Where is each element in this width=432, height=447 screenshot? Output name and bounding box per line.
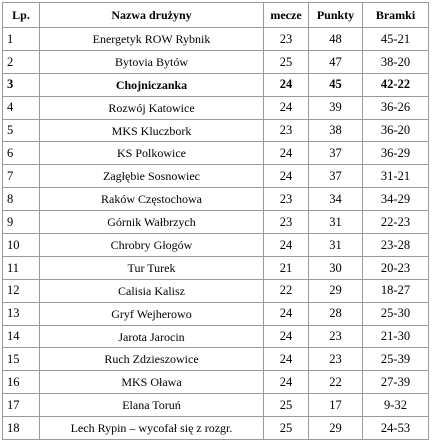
cell-points: 29 bbox=[309, 279, 363, 302]
cell-points: 22 bbox=[309, 371, 363, 394]
cell-team-name: Chojniczanka bbox=[40, 73, 264, 96]
cell-lp: 10 bbox=[3, 234, 40, 257]
cell-team-name: MKS Kluczbork bbox=[40, 119, 264, 142]
cell-matches: 24 bbox=[264, 371, 309, 394]
cell-goals: 22-23 bbox=[363, 211, 429, 234]
cell-lp: 8 bbox=[3, 188, 40, 211]
cell-lp: 15 bbox=[3, 348, 40, 371]
cell-points: 28 bbox=[309, 302, 363, 325]
table-row bbox=[3, 256, 429, 279]
cell-points: 29 bbox=[309, 417, 363, 440]
cell-matches: 25 bbox=[264, 394, 309, 417]
table-row bbox=[3, 188, 429, 211]
cell-matches: 23 bbox=[264, 211, 309, 234]
table-row bbox=[3, 234, 429, 257]
cell-lp: 17 bbox=[3, 394, 40, 417]
cell-team-name: MKS Oława bbox=[40, 371, 264, 394]
table-header-row bbox=[3, 3, 429, 28]
cell-matches: 24 bbox=[264, 73, 309, 96]
table-row bbox=[3, 73, 429, 96]
header-matches: mecze bbox=[264, 3, 309, 28]
table-row bbox=[3, 142, 429, 165]
cell-matches: 24 bbox=[264, 234, 309, 257]
cell-team-name: Lech Rypin – wycofał się z rozgr. bbox=[40, 417, 264, 440]
cell-points: 47 bbox=[309, 50, 363, 73]
table-row bbox=[3, 211, 429, 234]
cell-goals: 21-30 bbox=[363, 325, 429, 348]
header-lp: Lp. bbox=[3, 3, 40, 28]
cell-team-name: Raków Częstochowa bbox=[40, 188, 264, 211]
cell-lp: 5 bbox=[3, 119, 40, 142]
table-row bbox=[3, 394, 429, 417]
cell-matches: 24 bbox=[264, 165, 309, 188]
table-body bbox=[3, 28, 429, 440]
cell-lp: 11 bbox=[3, 256, 40, 279]
standings-table bbox=[2, 2, 429, 440]
cell-matches: 21 bbox=[264, 256, 309, 279]
cell-team-name: Zagłębie Sosnowiec bbox=[40, 165, 264, 188]
cell-lp: 2 bbox=[3, 50, 40, 73]
cell-goals: 36-29 bbox=[363, 142, 429, 165]
cell-team-name: Rozwój Katowice bbox=[40, 96, 264, 119]
cell-points: 30 bbox=[309, 256, 363, 279]
cell-points: 17 bbox=[309, 394, 363, 417]
cell-points: 37 bbox=[309, 142, 363, 165]
cell-lp: 7 bbox=[3, 165, 40, 188]
cell-team-name: Ruch Zdzieszowice bbox=[40, 348, 264, 371]
header-goals: Bramki bbox=[363, 3, 429, 28]
cell-points: 45 bbox=[309, 73, 363, 96]
cell-matches: 23 bbox=[264, 28, 309, 51]
table-row bbox=[3, 325, 429, 348]
table-row bbox=[3, 119, 429, 142]
cell-points: 23 bbox=[309, 348, 363, 371]
cell-points: 39 bbox=[309, 96, 363, 119]
cell-points: 37 bbox=[309, 165, 363, 188]
cell-points: 23 bbox=[309, 325, 363, 348]
cell-team-name: Energetyk ROW Rybnik bbox=[40, 28, 264, 51]
cell-team-name: Chrobry Głogów bbox=[40, 234, 264, 257]
cell-matches: 24 bbox=[264, 325, 309, 348]
table-row bbox=[3, 165, 429, 188]
cell-goals: 36-20 bbox=[363, 119, 429, 142]
cell-team-name: Tur Turek bbox=[40, 256, 264, 279]
table-row bbox=[3, 371, 429, 394]
cell-goals: 23-28 bbox=[363, 234, 429, 257]
cell-matches: 24 bbox=[264, 96, 309, 119]
cell-matches: 24 bbox=[264, 348, 309, 371]
cell-points: 48 bbox=[309, 28, 363, 51]
cell-goals: 36-26 bbox=[363, 96, 429, 119]
table-row bbox=[3, 50, 429, 73]
cell-goals: 9-32 bbox=[363, 394, 429, 417]
cell-team-name: Górnik Wałbrzych bbox=[40, 211, 264, 234]
cell-matches: 25 bbox=[264, 417, 309, 440]
cell-goals: 38-20 bbox=[363, 50, 429, 73]
table-row bbox=[3, 96, 429, 119]
cell-lp: 4 bbox=[3, 96, 40, 119]
cell-matches: 23 bbox=[264, 119, 309, 142]
cell-lp: 6 bbox=[3, 142, 40, 165]
cell-goals: 18-27 bbox=[363, 279, 429, 302]
cell-team-name: Calisia Kalisz bbox=[40, 279, 264, 302]
cell-lp: 13 bbox=[3, 302, 40, 325]
cell-matches: 22 bbox=[264, 279, 309, 302]
cell-lp: 1 bbox=[3, 28, 40, 51]
cell-team-name: Jarota Jarocin bbox=[40, 325, 264, 348]
table-row bbox=[3, 28, 429, 51]
cell-team-name: Bytovia Bytów bbox=[40, 50, 264, 73]
cell-points: 31 bbox=[309, 211, 363, 234]
cell-goals: 27-39 bbox=[363, 371, 429, 394]
table-row bbox=[3, 348, 429, 371]
cell-lp: 14 bbox=[3, 325, 40, 348]
cell-goals: 25-39 bbox=[363, 348, 429, 371]
table-row bbox=[3, 417, 429, 440]
cell-goals: 24-53 bbox=[363, 417, 429, 440]
cell-matches: 24 bbox=[264, 302, 309, 325]
cell-goals: 31-21 bbox=[363, 165, 429, 188]
cell-team-name: Elana Toruń bbox=[40, 394, 264, 417]
cell-team-name: Gryf Wejherowo bbox=[40, 302, 264, 325]
cell-lp: 12 bbox=[3, 279, 40, 302]
cell-team-name: KS Polkowice bbox=[40, 142, 264, 165]
cell-lp: 16 bbox=[3, 371, 40, 394]
header-team-name: Nazwa drużyny bbox=[40, 3, 264, 28]
cell-points: 31 bbox=[309, 234, 363, 257]
cell-goals: 25-30 bbox=[363, 302, 429, 325]
cell-points: 34 bbox=[309, 188, 363, 211]
table-row bbox=[3, 279, 429, 302]
table-row bbox=[3, 302, 429, 325]
cell-lp: 9 bbox=[3, 211, 40, 234]
cell-goals: 20-23 bbox=[363, 256, 429, 279]
cell-goals: 34-29 bbox=[363, 188, 429, 211]
cell-matches: 23 bbox=[264, 188, 309, 211]
header-points: Punkty bbox=[309, 3, 363, 28]
cell-points: 38 bbox=[309, 119, 363, 142]
cell-lp: 3 bbox=[3, 73, 40, 96]
cell-goals: 45-21 bbox=[363, 28, 429, 51]
cell-goals: 42-22 bbox=[363, 73, 429, 96]
cell-lp: 18 bbox=[3, 417, 40, 440]
cell-matches: 24 bbox=[264, 142, 309, 165]
cell-matches: 25 bbox=[264, 50, 309, 73]
